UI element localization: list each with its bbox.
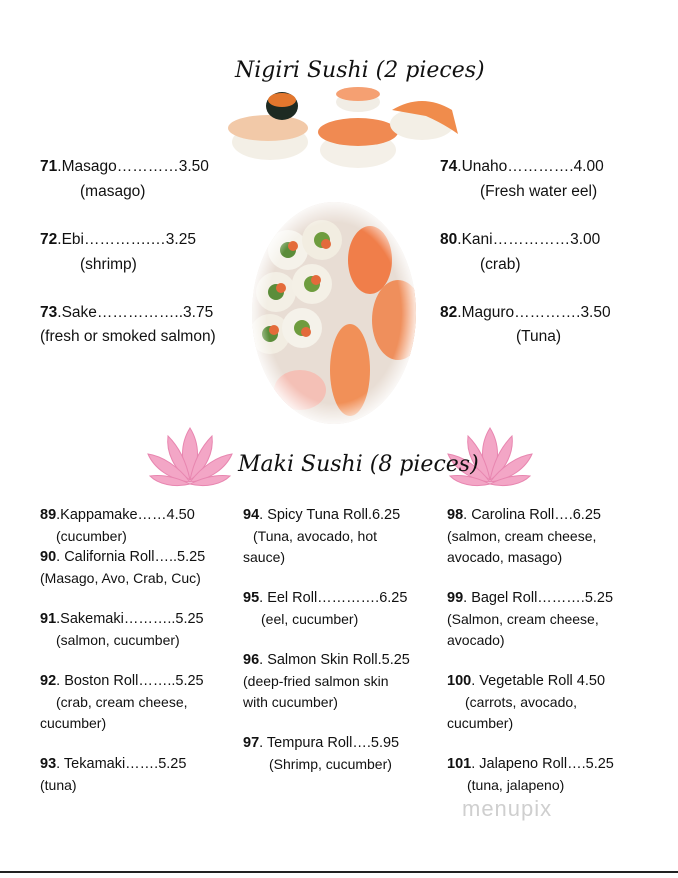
- item-description: (Shrimp, cucumber): [269, 756, 392, 772]
- item-name: Ebi: [61, 231, 84, 248]
- item-number: 82: [440, 304, 458, 321]
- item-number: 89: [40, 507, 57, 523]
- list-item: [447, 588, 647, 609]
- item-description: (eel, cucumber): [261, 611, 359, 627]
- item-name-price: . Carolina Roll….6.25: [463, 507, 601, 523]
- item-price: 3.50: [580, 304, 611, 321]
- item-number: 101: [447, 756, 472, 772]
- item-description: (crab): [480, 256, 521, 273]
- item-description: (tuna, jalapeno): [467, 777, 565, 793]
- maki-section-title: Maki Sushi (8 pieces): [238, 452, 479, 477]
- maki-column-2: [243, 505, 443, 775]
- item-name: Sake: [61, 304, 97, 321]
- item-number: 100: [447, 673, 472, 689]
- item-number: 97: [243, 735, 260, 751]
- item-number: 93: [40, 756, 57, 772]
- dot-leader: ………….: [507, 158, 574, 175]
- item-description: (crab, cream cheese, cucumber): [40, 694, 188, 731]
- list-item: [40, 609, 235, 630]
- item-description: (Tuna): [516, 328, 562, 345]
- item-description: (salmon, cucumber): [56, 632, 180, 648]
- item-number: 73: [40, 304, 58, 321]
- item-number: 90: [40, 549, 57, 565]
- item-name-price: .Sakemaki………..5.25: [56, 611, 204, 627]
- item-price: 3.50: [178, 158, 209, 175]
- item-number: 95: [243, 590, 260, 606]
- item-number: 96: [243, 652, 260, 668]
- item-number: 92: [40, 673, 57, 689]
- item-name-price: . Salmon Skin Roll.5.25: [259, 652, 410, 668]
- dot-leader: …………: [116, 158, 179, 175]
- sushi-platter-photo: [250, 200, 418, 426]
- list-item: 73.Sake……………..3.75: [40, 304, 214, 321]
- maki-column-1: [40, 505, 235, 796]
- item-price: 3.25: [165, 231, 196, 248]
- list-item: [243, 588, 443, 609]
- item-description: (masago): [80, 183, 146, 200]
- item-name-price: . Bagel Roll……….5.25: [463, 590, 614, 606]
- item-number: 98: [447, 507, 464, 523]
- item-name-price: .Kappamake……4.50: [56, 507, 195, 523]
- item-name: Maguro: [461, 304, 515, 321]
- item-description: (deep-fried salmon skin with cucumber): [243, 673, 389, 710]
- item-price: 4.00: [573, 158, 604, 175]
- item-price: 3.00: [570, 231, 601, 248]
- list-item: [447, 505, 647, 526]
- item-name-price: . Boston Roll……..5.25: [56, 673, 204, 689]
- list-item: [447, 671, 647, 692]
- item-description: (salmon, cream cheese, avocado, masago): [447, 528, 597, 565]
- item-price: 3.75: [183, 304, 214, 321]
- dot-leader: ……………..: [96, 304, 184, 321]
- list-item: 71.Masago…………3.50: [40, 158, 209, 175]
- item-number: 80: [440, 231, 458, 248]
- list-item: [40, 671, 235, 692]
- dot-leader: ………….: [514, 304, 581, 321]
- list-item: 82.Maguro………….3.50: [440, 304, 611, 321]
- item-number: 94: [243, 507, 260, 523]
- list-item: [40, 505, 235, 526]
- item-name-price: . Vegetable Roll 4.50: [471, 673, 606, 689]
- item-description: (tuna): [40, 777, 77, 793]
- item-name: Unaho: [461, 158, 508, 175]
- list-item: 74.Unaho………….4.00: [440, 158, 604, 175]
- item-description: (Tuna, avocado, hot sauce): [243, 528, 378, 565]
- lotus-flower-icon: [144, 420, 236, 492]
- item-description: (fresh or smoked salmon): [40, 328, 216, 345]
- list-item: [243, 505, 443, 526]
- item-number: 91: [40, 611, 57, 627]
- item-description: (shrimp): [80, 256, 137, 273]
- item-description: (Fresh water eel): [480, 183, 598, 200]
- item-description: (cucumber): [56, 528, 127, 544]
- item-name-price: . Jalapeno Roll….5.25: [471, 756, 614, 772]
- list-item: 80.Kani……………3.00: [440, 231, 601, 248]
- nigiri-section-title: Nigiri Sushi (2 pieces): [235, 58, 485, 83]
- list-item: [447, 754, 647, 775]
- list-item: [243, 733, 443, 754]
- bottom-divider: [0, 871, 678, 873]
- dot-leader: ……………: [492, 231, 571, 248]
- item-number: 71: [40, 158, 58, 175]
- item-number: 99: [447, 590, 464, 606]
- list-item: 72.Ebi………….…3.25: [40, 231, 196, 248]
- item-name-price: . California Roll…..5.25: [56, 549, 206, 565]
- item-name-price: . Eel Roll………….6.25: [259, 590, 408, 606]
- list-item: [40, 754, 235, 775]
- item-name: Kani: [461, 231, 493, 248]
- item-number: 72: [40, 231, 58, 248]
- item-name-price: . Tempura Roll….5.95: [259, 735, 400, 751]
- item-description: (Masago, Avo, Crab, Cuc): [40, 570, 201, 586]
- item-name: Masago: [61, 158, 117, 175]
- dot-leader: ………….…: [83, 231, 166, 248]
- item-name-price: . Spicy Tuna Roll.6.25: [259, 507, 401, 523]
- item-description: (carrots, avocado, cucumber): [447, 694, 578, 731]
- list-item: [243, 650, 443, 671]
- item-description: (Salmon, cream cheese, avocado): [447, 611, 599, 648]
- item-name-price: . Tekamaki…….5.25: [56, 756, 187, 772]
- maki-column-3: [447, 505, 647, 796]
- list-item: [40, 547, 235, 568]
- watermark: menupix: [462, 796, 553, 821]
- item-number: 74: [440, 158, 458, 175]
- nigiri-sushi-photo: [212, 84, 462, 184]
